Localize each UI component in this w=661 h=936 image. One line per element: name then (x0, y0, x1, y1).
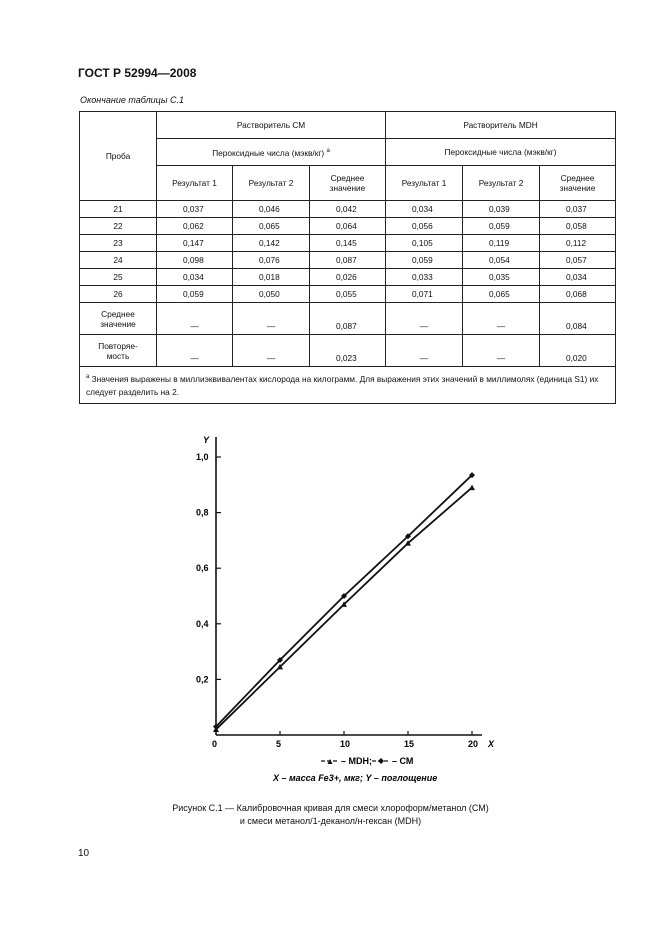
table-row: 26 0,059 0,050 0,055 0,071 0,065 0,068 (80, 286, 616, 303)
legend-cm: – СМ (392, 756, 414, 766)
table-row: 21 0,037 0,046 0,042 0,034 0,039 0,037 (80, 201, 616, 218)
series-line-см (216, 475, 472, 727)
series-line-mdh (216, 488, 472, 730)
chart-series (213, 472, 475, 732)
y-axis-letter: Y (203, 435, 210, 445)
header-mean-mdh: Среднее значение (540, 166, 616, 201)
header-solvent-cm: Растворитель СМ (157, 112, 386, 139)
x-tick-label: 15 (404, 739, 415, 749)
chart-legend (321, 756, 413, 766)
x-tick-label: 10 (340, 739, 351, 749)
table-footnote: $^a$ Значения выражены в миллиэквивалентах кислорода на килограмм. Для выражения этих значений в миллимолях (единица S1) их следует разделить на 2. (80, 367, 616, 404)
table-caption: Окончание таблицы С.1 (80, 95, 184, 105)
x-tick-label: 20 (468, 739, 479, 749)
y-tick-label: 0,4 (196, 618, 209, 629)
legend-mdh: – MDH; (341, 756, 372, 766)
axis-note: X – масса Fe3+, мкг; Y – поглощение (273, 773, 438, 783)
page-number: 10 (78, 848, 90, 859)
document-id: ГОСТ Р 52994—2008 (78, 66, 197, 80)
y-tick-label: 0,8 (196, 507, 209, 518)
table-row: 23 0,147 0,142 0,145 0,105 0,119 0,112 (80, 235, 616, 252)
table-row: 22 0,062 0,065 0,064 0,056 0,059 0,058 (80, 218, 616, 235)
x-tick-label: 5 (276, 739, 282, 749)
y-tick-label: 1,0 (196, 452, 209, 462)
header-solvent-mdh: Растворитель MDH (386, 112, 616, 139)
y-tick-label: 0,6 (196, 563, 209, 574)
header-peroxide-mdh: Пероксидные числа (мэкв/кг) (386, 139, 616, 166)
figure-caption: Рисунок С.1 — Калибровочная кривая для смеси хлороформ/метанол (СМ) и смеси метанол/1-деканол/н-гексан (MDH) (172, 803, 489, 826)
table-row-repeatability: Повторяе- мость — — 0,023 — — 0,020 (80, 335, 616, 367)
header-peroxide-cm: Пероксидные числа (мэкв/кг) $^a$ (157, 139, 386, 166)
y-tick-label: 0,2 (196, 674, 209, 685)
header-mean-cm: Среднее значение (310, 166, 386, 201)
x-tick-label: 0 (212, 739, 218, 749)
header-result2-cm: Результат 2 (233, 166, 310, 201)
table-row-mean: Среднее значение — — 0,087 — — 0,084 (80, 303, 616, 335)
table-row: 24 0,098 0,076 0,087 0,059 0,054 0,057 (80, 252, 616, 269)
header-result2-mdh: Результат 2 (463, 166, 540, 201)
point-mdh (469, 485, 475, 491)
x-axis-letter: X (488, 739, 495, 749)
table-row: 25 0,034 0,018 0,026 0,033 0,035 0,034 (80, 269, 616, 286)
header-result1-mdh: Результат 1 (386, 166, 463, 201)
header-sample: Проба (80, 112, 157, 201)
header-result1-cm: Результат 1 (157, 166, 233, 201)
